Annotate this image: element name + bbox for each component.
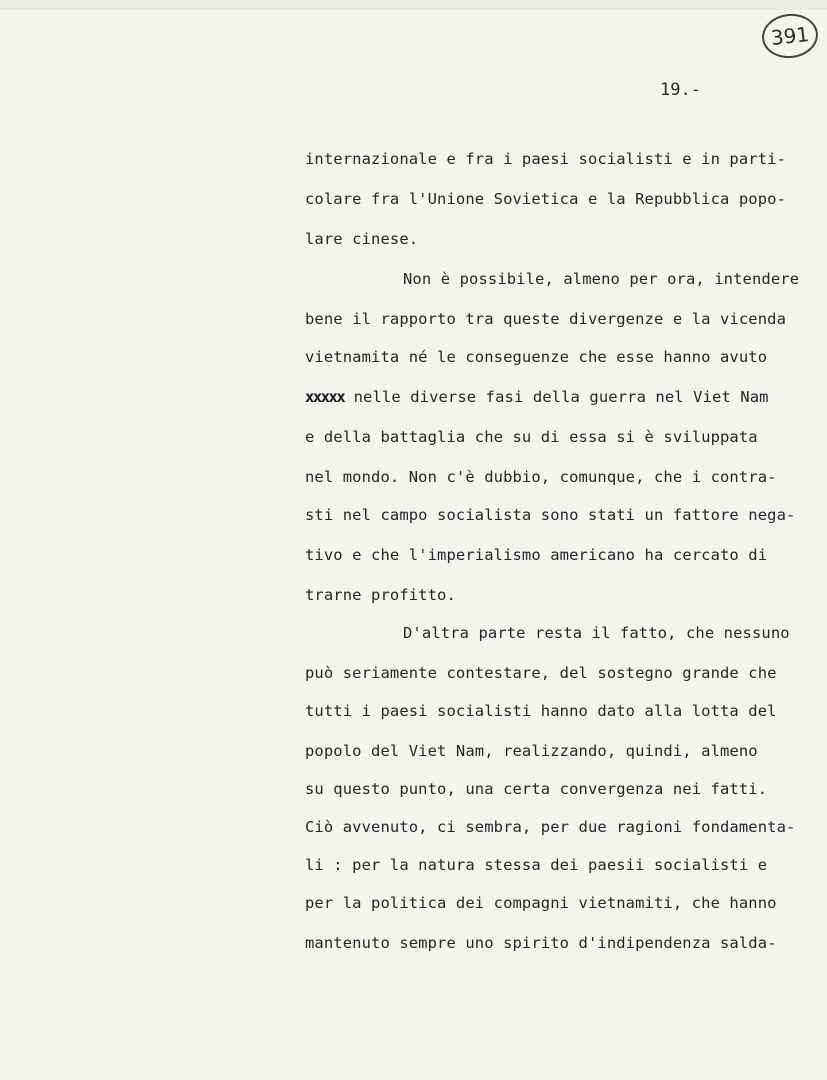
text-line: vietnamita né le conseguenze che esse hanno avuto: [305, 348, 768, 366]
text-line-with-strikeout: [305, 388, 769, 406]
text-line: per la politica dei compagni vietnamiti, che hanno: [305, 894, 777, 912]
text-line: trarne profitto.: [305, 586, 456, 604]
text-line: nel mondo. Non c'è dubbio, comunque, che i contra-: [305, 468, 777, 486]
text-line: e della battaglia che su di essa si è sviluppata: [305, 428, 758, 446]
text-line: internazionale e fra i paesi socialisti e in parti-: [305, 150, 787, 168]
text-line: su questo punto, una certa convergenza nei fatti.: [305, 780, 768, 798]
text-line: nelle diverse fasi della guerra nel Viet Nam: [353, 388, 769, 406]
archive-stamp: 391: [760, 11, 820, 61]
text-line: Non è possibile, almeno per ora, intendere: [403, 270, 800, 288]
text-line: sti nel campo socialista sono stati un fattore nega-: [305, 506, 796, 524]
text-line: tutti i paesi socialisti hanno dato alla lotta del: [305, 702, 777, 720]
text-line: può seriamente contestare, del sostegno grande che: [305, 664, 777, 682]
struck-out-text: xxxxx: [305, 388, 345, 406]
text-line: D'altra parte resta il fatto, che nessuno: [403, 624, 790, 642]
scan-edge-shadow: [0, 0, 827, 10]
text-line: mantenuto sempre uno spirito d'indipendenza salda-: [305, 934, 777, 952]
text-line: lare cinese.: [305, 230, 419, 248]
text-line: tivo e che l'imperialismo americano ha cercato di: [305, 546, 768, 564]
text-line: Ciò avvenuto, ci sembra, per due ragioni fondamenta-: [305, 818, 796, 836]
text-line: li : per la natura stessa dei paesii socialisti e: [305, 856, 768, 874]
text-line: bene il rapporto tra queste divergenze e la vicenda: [305, 310, 787, 328]
page-number: 19.-: [660, 80, 701, 100]
text-line: colare fra l'Unione Sovietica e la Repubblica popo-: [305, 190, 787, 208]
text-line: popolo del Viet Nam, realizzando, quindi, almeno: [305, 742, 758, 760]
